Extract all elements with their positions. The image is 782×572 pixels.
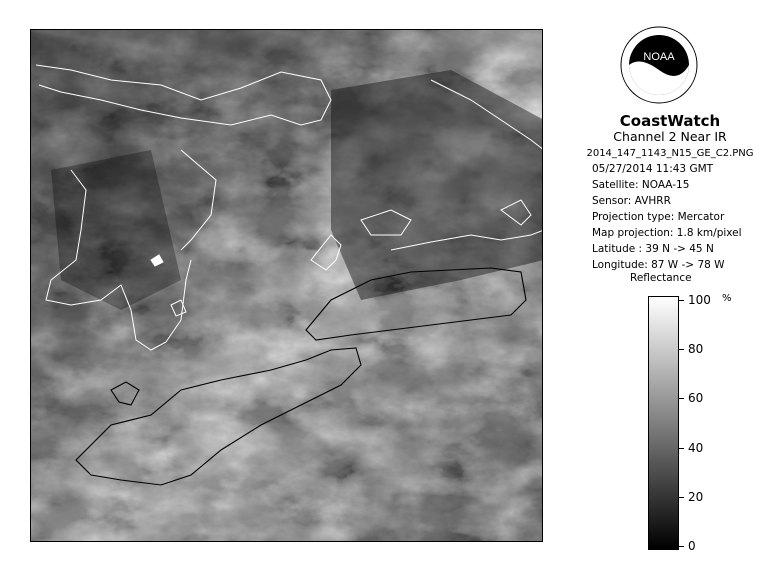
map-projection-text: Map projection: 1.8 km/pixel bbox=[592, 227, 742, 239]
colorbar-tick bbox=[679, 497, 684, 498]
colorbar-tick bbox=[679, 448, 684, 449]
satellite-text: Satellite: NOAA-15 bbox=[592, 179, 690, 191]
app-title: CoastWatch bbox=[619, 112, 721, 130]
sensor-text: Sensor: AVHRR bbox=[592, 195, 671, 207]
colorbar-tick-label: 0 bbox=[688, 539, 696, 553]
colorbar bbox=[648, 296, 679, 550]
longitude-text: Longitude: 87 W -> 78 W bbox=[592, 259, 725, 271]
colorbar-tick bbox=[679, 398, 684, 399]
projection-type-text: Projection type: Mercator bbox=[592, 211, 725, 223]
colorbar-tick-label: 80 bbox=[688, 342, 704, 357]
colorbar-tick bbox=[679, 546, 684, 547]
colorbar-title: Reflectance bbox=[630, 272, 692, 284]
latitude-text: Latitude : 39 N -> 45 N bbox=[592, 243, 714, 255]
svg-text:NOAA: NOAA bbox=[643, 51, 675, 63]
colorbar-tick-label: 60 bbox=[688, 391, 704, 406]
file-name: 2014_147_1143_N15_GE_C2.PNG bbox=[586, 148, 754, 159]
colorbar-tick-label: 20 bbox=[688, 489, 704, 504]
channel-subtitle: Channel 2 Near IR bbox=[613, 129, 727, 144]
colorbar-tick-label: 100 bbox=[688, 293, 711, 307]
colorbar-tick bbox=[679, 300, 684, 301]
datetime-text: 05/27/2014 11:43 GMT bbox=[592, 163, 714, 175]
colorbar-unit: % bbox=[722, 293, 732, 304]
noaa-logo-icon bbox=[620, 26, 698, 104]
colorbar-tick bbox=[679, 349, 684, 350]
colorbar-tick-label: 40 bbox=[688, 440, 704, 455]
satellite-image bbox=[30, 29, 543, 542]
